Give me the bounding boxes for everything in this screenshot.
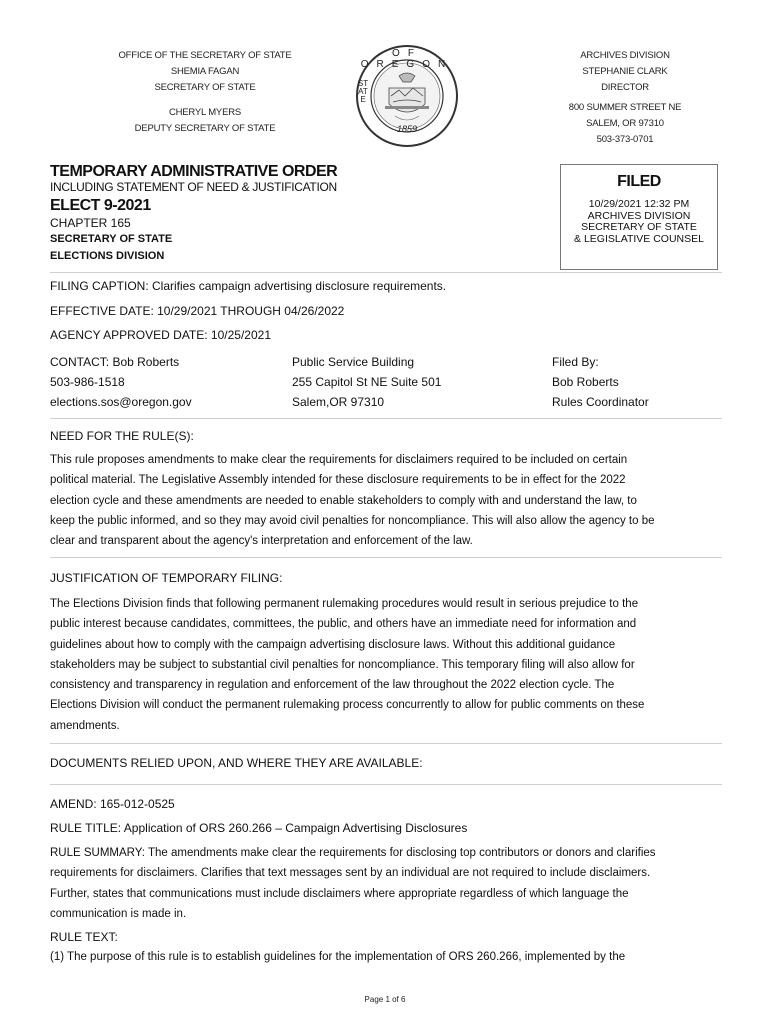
rule-summary-line: RULE SUMMARY: The amendments make clear the requirements for disclosing top contributors or donors and clarifies [50,847,656,859]
deputy-name: CHERYL MYERS [168,107,242,118]
archives-division: ARCHIVES DIVISION [580,50,670,61]
need-heading: NEED FOR THE RULE(S): [50,429,194,443]
need-paragraph [50,450,730,551]
address-line-1: 800 SUMMER STREET NE [568,102,682,113]
contact-phone: 503-986-1518 [50,375,125,389]
order-division: ELECTIONS DIVISION [50,250,165,262]
filed-line-3: & LEGISLATIVE COUNSEL [574,232,704,245]
divider-documents [50,784,722,785]
seal-year: 1859 [396,124,418,134]
justification-line: Elections Division will conduct the permanent rulemaking process concurrently to allow for public comments on these [50,699,645,712]
phone-number: 503-373-0701 [596,134,654,145]
filed-stamp-box [560,164,718,270]
effective-date: EFFECTIVE DATE: 10/29/2021 THROUGH 04/26/2022 [50,304,345,318]
justification-line: stakeholders may be subject to substantial civil penalties for noncompliance. This temporary filing will also allow for [50,658,635,671]
office-name: OFFICE OF THE SECRETARY OF STATE [118,50,292,61]
page-number: Page 1 of 6 [364,995,406,1004]
director-title: DIRECTOR [601,82,649,93]
contact-name: CONTACT: Bob Roberts [50,355,180,369]
seal-text-left: STATE [357,79,369,104]
deputy-title: DEPUTY SECRETARY OF STATE [134,123,276,134]
rule-summary [50,843,730,924]
divider-need [50,557,722,558]
secretary-title: SECRETARY OF STATE [154,82,256,93]
need-line: election cycle and these amendments are needed to enable stakeholders to comply with and understand the law, to [50,494,637,507]
justification-line: consistency and transparency in regulation and enforcement of the law throughout the 2022 election cycle. The [50,679,615,692]
rule-text-label: RULE TEXT: [50,930,118,944]
contact-city: Salem,OR 97310 [292,395,385,409]
contact-column-1 [50,352,192,412]
filed-by-title: Rules Coordinator [552,395,649,409]
rule-summary-line: Further, states that communications must include disclaimers where appropriate regardless of which language the [50,887,629,900]
order-subtitle: INCLUDING STATEMENT OF NEED & JUSTIFICATION [50,180,337,194]
contact-building: Public Service Building [292,355,415,369]
rule-summary-line: communication is made in. [50,907,187,920]
need-line: This rule proposes amendments to make clear the requirements for disclaimers required to be included on certain [50,454,628,466]
contact-email: elections.sos@oregon.gov [50,395,192,409]
need-line: political material. The Legislative Assembly intended for these disclosure requirements to be in effect for the 2022 [50,474,626,487]
seal-text-top: OF OREGON [360,48,454,70]
contact-street: 255 Capitol St NE Suite 501 [292,375,442,389]
order-agency: SECRETARY OF STATE [50,233,173,245]
secretary-name: SHEMIA FAGAN [170,66,240,77]
divider-contact [50,418,722,419]
header-left-block [100,48,310,137]
agency-approved-date: AGENCY APPROVED DATE: 10/25/2021 [50,328,271,342]
filed-line-1: ARCHIVES DIVISION [587,209,691,222]
justification-line: public interest because candidates, committees, the public, and others have an immediate need for information and [50,618,637,631]
order-number: ELECT 9-2021 [50,197,151,214]
order-title: TEMPORARY ADMINISTRATIVE ORDER [50,163,338,180]
rule-amend: AMEND: 165-012-0525 [50,797,175,811]
state-seal-icon [355,44,459,148]
header-right-block [530,48,720,148]
divider-justification [50,743,722,744]
justification-line: guidelines about how to comply with the campaign advertising disclosure laws. Without this additional guidance [50,638,616,651]
documents-heading: DOCUMENTS RELIED UPON, AND WHERE THEY ARE AVAILABLE: [50,756,423,770]
director-name: STEPHANIE CLARK [582,66,668,77]
filed-line-2: SECRETARY OF STATE [581,221,697,233]
filing-caption: FILING CAPTION: Clarifies campaign advertising disclosure requirements. [50,279,447,293]
need-line: keep the public informed, and so they may avoid civil penalties for noncompliance. This will also allow the agency to be [50,514,655,527]
address-line-2: SALEM, OR 97310 [586,118,664,129]
justification-paragraph [50,594,730,736]
rule-text-line-1: (1) The purpose of this rule is to establish guidelines for the implementation of ORS 260.266, implemented by the [50,951,626,963]
divider-top [50,272,722,273]
need-line: clear and transparent about the agency's interpretation and enforcement of the law. [50,535,473,548]
filed-by-name: Bob Roberts [552,375,619,389]
rule-summary-line: requirements for disclaimers. Clarifies that text messages sent by an individual are not required to include disclaimers. [50,867,651,880]
filed-by-label: Filed By: [552,355,599,369]
justification-line: amendments. [50,719,120,732]
order-chapter: CHAPTER 165 [50,216,131,230]
justification-heading: JUSTIFICATION OF TEMPORARY FILING: [50,571,283,585]
contact-column-2 [292,352,441,412]
justification-line: The Elections Division finds that following permanent rulemaking procedures would result in serious prejudice to the [50,598,639,610]
filed-datetime: 10/29/2021 12:32 PM [588,198,690,210]
filed-label: FILED [617,173,661,190]
contact-column-3 [552,352,649,412]
rule-title: RULE TITLE: Application of ORS 260.266 – Campaign Advertising Disclosures [50,821,468,835]
